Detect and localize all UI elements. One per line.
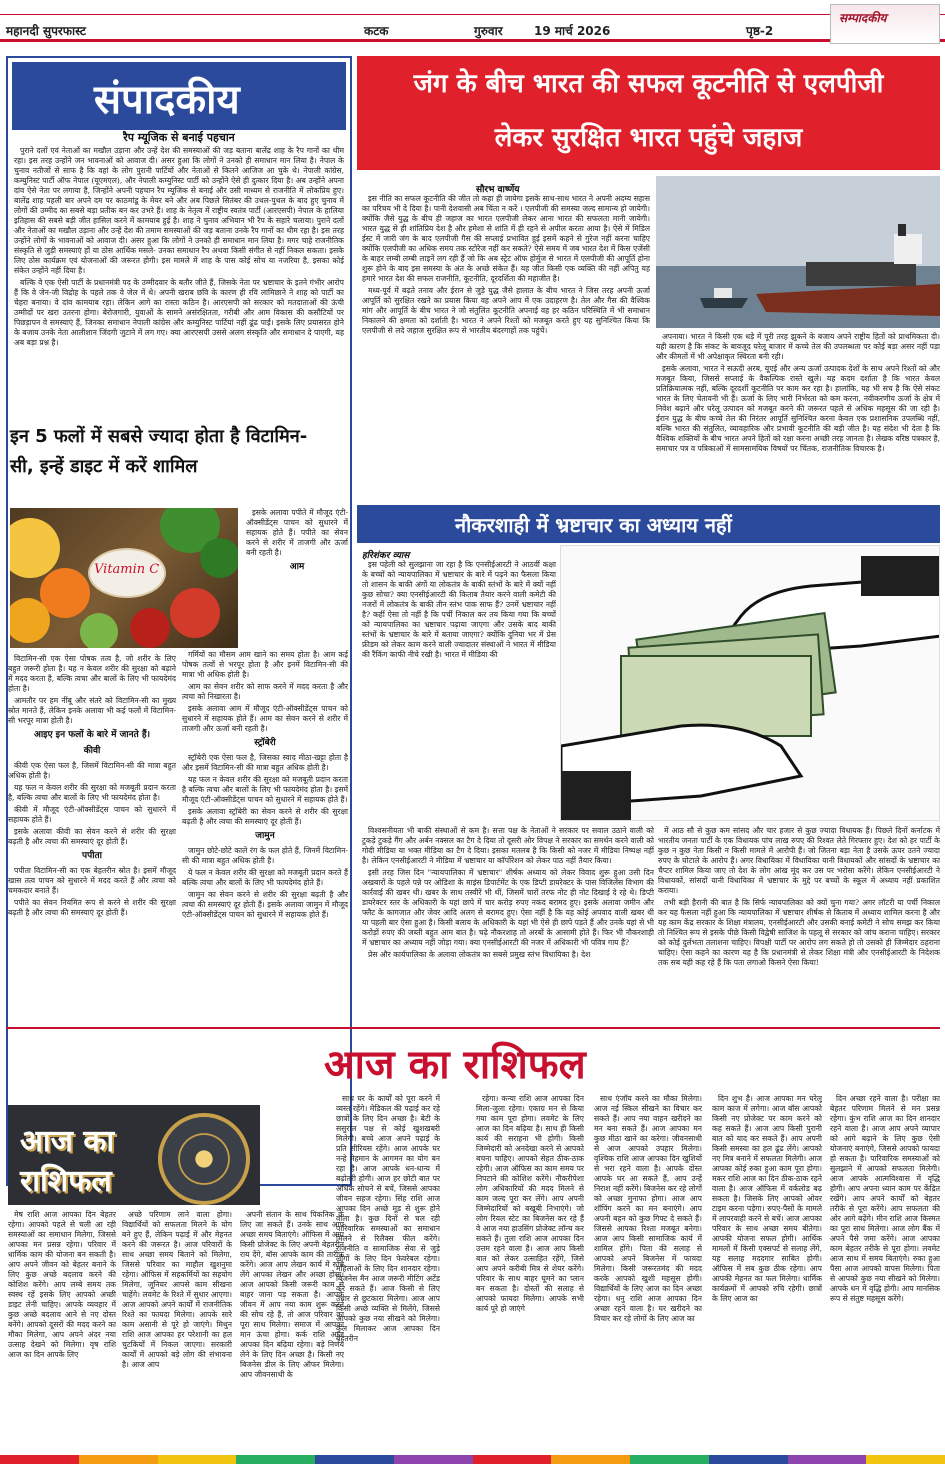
naukar-para: तभी बड़ी हैरानी की बात है कि सिर्फ न्यायपालिका को क्यों चुना गया? अगर लॉटरी या पर्ची निकाल कर यह फैसला नहीं हुआ कि न्यायपालिका में भ्रष्टाचार शीर्षक से किताब में अध्याय शामिल करना है और यह काम केंद्र सरकार के शिक्षा मंत्रालय, एनसीईआरटी और उसकी बनाई कमेटी ने सोच समझ कर किया तो निश्चित रूप से इसके पीछे किसी विद्वेषी साजिश के पहलू से सरकार को जांच कराना चाहिए। सरकार को कोई दुर्लभता तलाशना चाहिए। विपक्षी पार्टी पर आरोप लग सकते हो तो उसको ही जिम्मेदार ठहराना चाहिए। ऐसा कहने का कारण यह है कि प्रधानमंत्री से लेकर शिक्षा मंत्री और एनसीईआरटी के निदेशक तक सब यही कह रहे हैं कि पता लगाओ किसने ऐसा किया! [658,898,940,968]
vitamin-headline-block [6,414,346,500]
vitamin-right-column [182,650,348,1020]
jamun-para: ये फल न केवल शरीर की सुरक्षा को मजबूती प्रदान करते हैं बल्कि त्वचा और बालों के लिए भी फायदेमंद होते हैं। [182,868,348,888]
rashi-para: दिन अच्छा रहने वाला है। परीक्षा का बेहतर परिणाम मिलने से मन प्रसन्न रहेगा। कुंभ राशि आज का दिन शानदार रहने वाला है। आज आप अपने व्यापार को आगे बढ़ाने के लिए कुछ ऐसी योजनाएं बनाएंगे, जिससे आपको फायदा हो सकता है। पारिवारिक समस्याओं को सुलझाने में आपको सफलता मिलेगी। आज आपके आत्मविश्वास में वृद्धि होगी। आप अपना ध्यान काम पर केंद्रित रखेंगे। आप अपने कार्यों को बेहतर तरीके से पूरा करेंगे। आप सफलता की ओर आगे बढ़ेंगे। मीन राशि आज किस्मत का पूरा साथ मिलेगा। आज लोग बैंक में अपने पैसे जमा करेंगे। आज आपका काम बेहतर तरीके से पूरा होगा। लवमेट आज साथ में समय बिताएंगे। रुका हुआ पैसा आज आपको वापस मिलेगा। पिता से आपको कुछ नया सीखने को मिलेगा। आपके धन में वृद्धि होगी। आप मानसिक रूप से संतुष्ट महसूस करेंगे। [830,1094,940,1304]
lead-para: इसके अलावा, भारत ने सऊदी अरब, यूएई और अन्य ऊर्जा उत्पादक देशों के साथ अपने रिश्तों को और मजबूत किया, जिससे सप्लाई के वैकल्पिक रास्ते खुले। यह कदम दर्शाता है कि भारत केवल प्रतिक्रियात्मक नहीं, बल्कि दूरदर्शी कूटनीति पर काम कर रहा है। हालांकि, यह भी सच है कि ऐसे संकट भारत के लिए चेतावनी भी हैं। ऊर्जा के लिए भारी निर्भरता को कम करना, नवीकरणीय ऊर्जा के क्षेत्र में निवेश बढ़ाने और घरेलू उत्पादन को मजबूत करने की जरूरत पहले से अधिक महसूस की जा रही है। ईरान युद्ध के बीच कच्चे तेल की निरंतर आपूर्ति सुनिश्चित करना केवल एक प्रशासनिक उपलब्धि नहीं, बल्कि भारत की संतुलित, व्यावहारिक और प्रभावी कूटनीति की बड़ी जीत है। यह संदेश भी देता है कि वैश्विक शक्तियों के बीच भारत अपने हितों को रक्षा करना अच्छी तरह जानता है। लेखक वरिष्ठ पत्रकार है, समाचार पत्र व पत्रिकाओं में सामसामयिक विषयों पर चिंतक, राजनीतिक विचारक है। [656,364,940,454]
editorial-para: बल्कि वे एक ऐसी पार्टी के प्रधानमंत्री पद के उम्मीदवार के बतौर जीते हैं, जिसके नेता पर भ्रष्टाचार के इतने गंभीर आरोप हैं कि वे जेन-जी विद्रोह के पहले तक वे जेल में थे। अपनी खराब छवि के कारण ही रवि लामिछाने ने शाह को पार्टी का चेहरा बनाया। वे दांव कामयाब रहा। लेकिन आगे का रास्ता कठिन है। आरएसपी को सरकार को मतदाताओं की ऊंची उम्मीदों पर खरा उतरना होगा। बेरोजगारी, युवाओं के सामने असंरक्षितता, गरीबी और आम विकास की कसौटियों पर पिछड़ापन वे समस्याएं हैं, जिनका समाधान नेपाली कांग्रेस और कम्युनिस्ट पार्टियां नहीं ढूंढ पाईं। इसके लिए प्रयासरत होने के बजाय उनके नेता आलीशान जिंदगी जुटाने में लग गए। क्या आरएसपी उससे अलग संस्कृति और समाधान दे पाएगी, यह अब बड़ा प्रश्न है। [14,278,344,348]
zodiac-wheel-icon [158,1113,250,1205]
rashi-para: रहेगा। कन्या राशि आज आपका दिन मिला-जुला रहेगा। एकाग्र मन से किया गया काम पूरा होगा। लवमेट के लिए आज का दिन बढ़िया है। साथ ही किसी कार्य की सराहना भी होगी। किसी जिम्मेदारी को अनदेखा करने से आपको बचना चाहिए। आपको सेहत ठीक-ठाक रहेगी। आज ऑफिस का काम समय पर निपटाने की कोशिश करेंगे। नौकरीपेशा लोग अधिकारियों की मदद मिलने से काम जल्द पूरा कर लेंगे। आप अपनी जिम्मेदारियों को बखूबी निभाएंगे। जो लोग रियल स्टेट का बिजनेस कर रहे हैं वे आज नया हाउसिंग प्रोजेक्ट लॉन्च कर सकते हैं। तुला राशि आज आपका दिन उत्तम रहने वाला है। आज आप किसी बात को लेकर उत्साहित रहेंगे, जिसे आप अपने करीबी मित्र से शेयर करेंगे। परिवार के साथ बाहर घूमने का प्लान बन सकता है। दोस्तों की सलाह से आपको फायदा मिलेगा। आपके सभी कार्य पूरे हो जाएंगे [476,1094,584,1314]
rashi-column-2 [122,1210,232,1452]
header-city: कटक [364,24,389,38]
naukar-para: इस पहेली को सुलझाना जा रहा है कि एनसीईआरटी ने आठवीं कक्षा के बच्चों को न्यायपालिका में भ्रष्टाचार के बारे में पढ़ने का फैसला किया तो शासन के बाकी अंगों या लोकतंत्र के बाकी स्तंभों के बारे में क्यों नहीं कुछ सोचा? क्या एनसीईआरटी की किताब तैयार करने वाली कमेटी की नजरों में लोकतंत्र के बाकी तीन स्तंभ पाक साफ हैं? उनमें भ्रष्टाचार नहीं है? कहीं ऐसा तो नहीं है कि पर्ची निकाल कर तय किया गया कि बच्चों को न्यायपालिका का भ्रष्टाचार पढ़ाया जाएगा और उसके बाद बाकी स्तंभों के भ्रष्टाचार के बारे में बताया जाएगा? क्योंकि दुनिया भर में प्रेस फ्रीडम को लेकर काम करने वाली ज्यादातर संस्थाओं ने भारत में मीडिया की रैंकिंग काफी नीचे रखी है। भारत में मीडिया की [362,560,556,660]
jamun-heading: जामुन [255,831,275,842]
rashi-para: अच्छे परिणाम लाने वाला होगा। विद्यार्थियों को सफलता मिलने के योग बने हुए हैं, लेकिन पढ़ाई में और मेहनत करने की जरूरत है। आज परिवारों के साथ अच्छा समय बिताने को मिलेगा, जिससे परिवार का माहौल खुशनुमा रहेगा। ऑफिस में सहकर्मियों का सहयोग मिलेगा, जूनियर आपसे काम सीखना चाहेंगे। लवमेट के रिश्ते में सुधार आएगा। आज आपको अपने कार्यों में राजनीतिक रिश्ते का फायदा मिलेगा। आपके सारे काम असानी से पूरे हो जाएंगे। मिथुन राशि आज आपका हर परेशानी का हल चुटकियों में निकल जाएगा। सरकारी कार्यों में आपको बड़े लोग की संभावना है। आज आप [122,1210,232,1370]
papaya-para: पपीता विटामिन-सी का एक बेहतरीन स्रोत है। इसमें मौजूद खास तत्व पाचन को सुधारने में मदद करते हैं और त्वचा को चमकदार बनाते हैं। [8,865,176,895]
lead-para: इस नीति का सफल कूटनीति की जीत तो कहा ही जायेगा इसके साथ-साथ भारत ने अपनी अदम्य सहास का परिचय भी दे दिया है। पानी देशवासी अब चिंता न करें । एलपीजी की समस्या जल्द सामान्य हो जायेगी। क्योंकि जैसे युद्ध के बीच ही जहाज का भारत एलपीजी लेकर आना भारत की सफलता मानी जायेगी। भारत युद्ध से ही शांतिप्रिय देश है और हमेशा से शांति में ही रहने से अपील करता आया है। ऐसे में मिडिल ईस्ट में जारी जंग के बाद एलपीजी गैस की सप्लाई प्रभावित हुई इसमें कहने से गुरेज नहीं करना चाहिए क्योंकि एलपीजी का अधिक समय तक स्टोरेज नहीं कर सकते? ऐसे समय में जब भारत देश में किस एजेंसी के बाहर लम्बी लम्बी लाइनें लग रही हैं जो कि अब स्ट्रेट ऑफ होर्मुज से भारत में एलपीजी की आपूर्ति होना शुरू होने के बाद इस समस्या के अंत के अच्छे संकेत हैं। यह जीत किसी एक व्यक्ति की नहीं अपितु यह हमारे भारत देश की सफल राजनीति, कूटनीति, दूरदर्शिता की महाजीत है। [362,194,650,284]
vitamin-image-label: Vitamin C [94,562,160,577]
editorial-body [14,146,344,414]
rashi-column-5 [476,1094,584,1452]
rashi-para: मेष राशि आज आपका दिन बेहतर रहेगा। आपको पहले से चली आ रही समस्याओं का समाधान मिलेगा, जिससे आपका मन प्रसन्न रहेगा। परिवार में धार्मिक काम की योजना बन सकती है। आप अपने जीवन को बेहतर बनाने के लिए कुछ अच्छे बदलाव करने की कोशिश करेंगे। आप लम्बे समय तक स्वस्थ रहें इसके लिए आपको अच्छी डाइट लेनी चाहिए। आपके व्यवहार में कुछ अच्छे बदलाव आने से नए दोस्त बनेंगे। आपको दूसरों की मदद करने का मौका मिलेगा, आप अपने अंदर नया उत्साह देखने को मिलेगा। वृष राशि आज का दिन आपके लिए [8,1210,116,1360]
vitamin-right-intro-para: इसके अलावा पपीते में मौजूद एंटी-ऑक्सीडेंट्स पाचन को सुधारने में सहायक होते हैं। पपीते का सेवन करने से शरीर में ताजगी और ऊर्जा बनी रहती है। [246,508,348,558]
footer-color-band [0,1455,945,1464]
kiwi-heading: कीवी [83,745,101,756]
strawberry-para: स्ट्रॉबेरी एक ऐसा फल है, जिसका स्वाद मीठा-खट्टा होता है और इसमें विटामिन-सी की मात्रा बहुत अधिक होती है। [182,753,348,773]
editorial-logo-text: सम्पादकीय [839,11,887,25]
vitamin-left-column [8,654,176,1020]
naukar-para: इसी तरह जिस दिन "न्यायपालिका में भ्रष्टाचार" शीर्षक अध्याय को लेकर विवाद शुरू हुआ उसी दिन अखबारों के पहले पन्ने पर ओडिशा के माइंस डिपार्टमेंट के एक डिप्टी डायरेक्टर के पास विजिलेंस विभाग की कार्रवाई की खबर थी। खबर के साथ तस्वीरें भी थीं, जिसमें चारों तरफ नोट ही नोट दिखाई दे रहे थे। डिप्टी डायरेक्टर स्तर के अधिकारी के यहां छापे में चार करोड़ रुपए नकद बरामद हुए। इसके अलावा जमीन और फ्लैट के कागजात और जेवर आदि अलग से बरामद हुए। ऐसा नहीं है कि यह कोई अपवाद वाली खबर थी या पहली बार ऐसा हुआ है। किसी बलाय के अधिकारी के यहां भी ऐसे ही छापे पड़ते हैं और उनके यहां से भी करोड़ों रुपए की जब्ती बहुत आम बात है। चढ़े नौकरशाह तो अरबों के आसामी होते हैं। फिर भी नौकरशाही में भ्रष्टाचार का अध्याय नहीं जोड़ा गया। क्या एनसीईआरटी की नजर में अधिकारी भी पवित्र गाय हैं? [362,868,654,948]
page-header [0,0,945,48]
rashi-para: साथ एंजॉय करने का मौका मिलेगा। आज नई स्किल सीखने का विचार कर सकते हैं। आप नया वाहन खरीदने का मन बना सकते हैं। आज आपका मन कुछ मीठा खाने का करेगा। जीवनसाथी से आज आपको उपहार मिलेगा। वृश्चिक राशि आज आपका दिन खुशियों से भरा रहने वाला है। आपके दोस्त आपके घर आ सकते हैं, आप उन्हें निराश नहीं करेंगे। बिजनेस कर रहे लोगों को अच्छा मुनाफा होगा। आज आप शॉपिंग करने का मन बनाएंगे। आप अपनी बहन को कुछ गिफ्ट दे सकते हैं। जिससे आपका रिश्ता मजबूत बनेगा। आज आप किसी सामाजिक कार्य में शामिल होंगे। पिता की सलाह से आपको अपने बिजनेस में फायदा मिलेगा। किसी जरूरतमंद की मदद करके आपको खुशी महसूस होगी। विद्यार्थियों के लिए आज का दिन अच्छा रहेगा। धनु राशि आज आपका दिन अच्छा रहने वाला है। घर खरीदने का विचार कर रहे लोगों के लिए आज का [594,1094,702,1324]
rashifal-image [8,1105,260,1205]
page-number: पृष्ठ-2 [746,24,774,38]
jamun-para: जामुन छोटे-छोटे काले रंग के फल होते हैं, जिनमें विटामिन-सी की मात्रा बहुत अधिक होती है। [182,845,348,865]
naukar-para: विश्वसनीयता भी बाकी संस्थाओं से कम है। सत्ता पक्ष के नेताओं ने सरकार पर सवाल उठाने वाली को टुकड़े टुकड़े गैंग और अर्बन नक्सल का टैग दे दिया तो दूसरी ओर विपक्ष ने सरकार का समर्थन करने वाली को गोदी मीडिया या भक्त मीडिया का टैग दे दिया। इसका मतलब है कि किसी को नजर में मीडिया निष्पक्ष नहीं है। लेकिन एनसीईआरटी ने मीडिया में भ्रष्टाचार या कॉर्पोरेशन को लेकर पाठ नहीं तैयार किया। [362,826,654,866]
editorial-title-banner [12,62,346,130]
vitamin-para: आमतौर पर हम नींबू और संतरे को विटामिन-सी का मुख्य स्रोत मानते हैं, लेकिन इनके अलावा भी कई फलों में विटामिन-सी भरपूर मात्रा होती है। [8,696,176,726]
editorial-logo [830,4,940,44]
kiwi-para: इसके अलावा कीवी का सेवन करने से शरीर की सुरक्षा बढ़ती है और त्वचा की समस्याएं दूर होती हैं। [8,826,176,846]
rashifal-heading-block [6,1027,940,1097]
header-day: गुरुवार [474,24,503,38]
rashi-column-4 [336,1094,440,1452]
paper-name: महानदी सुपरफास्ट [6,24,86,38]
mango-para: आम का सेवन शरीर को साफ करने में मदद करता है और त्वचा को निखारता है। [182,682,348,702]
rashi-column-7 [712,1094,822,1452]
naukar-column-2 [362,826,654,1022]
rashi-column-1 [8,1210,116,1452]
lead-column-2 [656,332,940,500]
rashi-column-8 [830,1094,940,1452]
vitamin-headline-1: इन 5 फलों में सबसे ज्यादा होता है विटामिन- [10,426,308,447]
editorial-subtitle: रैप म्यूजिक से बनाई पहचान [123,131,235,144]
ship-image [656,176,940,328]
rashi-column-3 [240,1210,344,1452]
naukar-para: में आठ सौ से कुछ कम सांसद और चार हजार से कुछ ज्यादा विधायक हैं। पिछले दिनों कर्नाटक में भारतीय जनता पार्टी के एक विधायक पांच लाख रुपए की रिश्वत लेते गिरफ्तार हुए। देश को हर पार्टी के कुछ न कुछ नेता किसी न किसी मामले में आरोपी हैं। जो जितना बड़ा नेता है उसके ऊपर उतने ज्यादा रुपए के घोटाले के आरोप हैं। अगर विधायिका में विधायिका यानी विधायकों और सांसदों के भ्रष्टाचार का चैप्टर शामिल किया जाए तो देश के लोग आंख मूंद कर उस पर भरोसा करेंगे। लेकिन एनसीईआरटी ने विधायकों, सांसदों यानी विधायिका में भ्रष्टाचार के मुद्दे पर बच्चों के स्कूल में अध्याय नहीं प्रकाशित कराया। [658,826,940,896]
mango-para: गर्मियों का मौसम आम खाने का समय होता है। आम कई पोषक तत्वों से भरपूर होता है और इनमें विटामिन-सी की मात्रा भी अधिक होती है। [182,650,348,680]
papaya-para: पपीते का सेवन नियमित रूप से करने से शरीर की सुरक्षा बढ़ती है और त्वचा की समस्याएं दूर होती हैं। [8,897,176,917]
lead-para: मध्य-पूर्व में बढ़ते तनाव और ईरान से जुड़े युद्ध जैसे हालात के बीच भारत ने जिस तरह अपनी ऊर्जा आपूर्ति को सुरक्षित रखने का प्रयास किया वह अपने आप में एक उदाहरण है। तेल और गैस की वैश्विक मांग और आपूर्ति के बीच भारत ने जो संतुलित कूटनीति अपनाई वह हर कठिन परिस्थिति में भी समाधान निकालने की क्षमता को दर्शाती है। भारत ने अपने रिश्तों को मजबूत करते हुए यह सुनिश्चित किया कि एलपीजी से लदे जहाज सुरक्षित रूप से भारतीय बंदरगाहों तक पहुंचें। [362,286,650,336]
strawberry-para: इसके अलावा स्ट्रॉबेरी का सेवन करने से शरीर की सुरक्षा बढ़ती है और त्वचा की समस्याएं दूर होती हैं। [182,807,348,827]
naukar-para: प्रेस और कार्यपालिका के अलावा लोकतंत्र का सबसे प्रमुख स्तंभ विधायिका है। देश [368,950,591,960]
rashifal-image-line1: आज का [20,1124,115,1159]
rashi-column-6 [594,1094,702,1452]
editorial-para: पुराने दलों एवं नेताओं का मखौल उड़ाना और उन्हें देश की समस्याओं की जड़ बताना बालेंद्र शाह के रैप गानों का थीम रहा। इस तरह उन्होंने जन भावनाओं को आवाज दी। असर हुआ कि लोगों ने उनको ही समाधान मान लिया है। नेपाल के चुनाव नतीजों से साफ है कि वहां के लोग पुरानी पार्टियों और नेताओं से कितने आजिज आ चुके थे। नेपाली कांग्रेस, कम्युनिस्ट पार्टी ऑफ नेपाल (यूएमएल), और नेपाली कम्युनिस्ट पार्टी को उन्होंने ऐसे ही दुत्कार दिया है। अब उन्होंने अपना दांव ऐसे नेता पर लगाया है, जिन्होंने अपनी पहचान रैप म्यूजिक से बनाई और उसी माध्यम से राजनीति में लोकप्रिय हुए। बालेंद्र शाह पहली बार अपने दम पर काठमांडू के मेयर बने और अब पिछले सितंबर की उथल-पुथल के बाद हुए चुनाव में लोगों की उम्मीद का सबसे बड़ा प्रतीक बन कर उभरे हैं। शाह के नेतृत्व में राष्ट्रीय स्वतंत्र पार्टी (आरएसपी) नेपाल के हालिया इतिहास की सबसे बड़ी जीत हासिल करने में कामयाब हुई है। शाह ने चुनाव अभियान भी रैप के सहारे चलाया। पुराने दलों और नेताओं का मखौल उड़ाना और उन्हें देश की तमाम समस्याओं की जड़ बताना उनके रैप गानों का थीम रहा है। इस तरह उन्होंने लोगों के भावनाओं को आवाज दी। असर हुआ कि लोगों ने उनको ही समाधान मान लिया है। मगर चाहे राजनीतिक संस्कृति से जुड़ी समस्याएं हों या ठोस आर्थिक मसले- उनका समाधान रैप अथवा किसी संगीत से नहीं निकल सकता। इसके लिए ठोस कार्यक्रम एवं योजनाओं की जरूरत होगी। इस मामले में शाह के पास कोई सोच या नजरिया है, इसका कोई संकेत उन्होंने नहीं दिया है। [14,146,344,276]
vitamin-headline-2: सी, इन्हें डाइट में करें शामिल [10,456,198,477]
strawberry-para: यह फल न केवल शरीर की सुरक्षा को मजबूती प्रदान करता है बल्कि त्वचा और बालों के लिए भी फायदेमंद होता है। इसमें मौजूद एंटी-ऑक्सीडेंट्स पाचन को सुधारने में सहायक होते हैं। [182,775,348,805]
header-date: 19 मार्च 2026 [534,24,611,38]
rashifal-image-line2: राशिफल [20,1164,112,1199]
vitamin-right-intro [246,508,348,648]
papaya-heading: पपीता [81,850,103,861]
naukar-headline: नौकरशाही में भ्रष्टाचार का अध्याय नहीं [455,513,732,537]
lead-para: अपनाया। भारत ने किसी एक धड़े में पूरी तरह झुकने के बजाय अपने राष्ट्रीय हितों को प्राथमिकता दी। यही कारण है कि संकट के बावजूद घरेलू बाजार में कच्चे तेल की उपलब्धता पर कोई बड़ा असर नहीं पड़ा और कीमतों में भी अपेक्षाकृत स्थिरता बनी रही। [656,332,940,362]
mango-heading: आम [289,562,305,573]
rashi-para: साथ घर के कार्यों को पूरा करने में व्यस्त रहेंगे। मेडिकल की पढ़ाई कर रहे छात्रों के लिए दिन अच्छा है। बेटी के ससुराल पक्ष से कोई खुशखबरी मिलेगी। बच्चे आज अपने पढ़ाई के प्रति सीरियस रहेंगे। आज आपके घर नन्हे मेहमान के आगमन का योग बन रहा है। आज आपके धन-धान्य में बढ़ोतरी होगी। आज हर छोटी बात पर अधिक सोचने से बचें, जिससे आपका जीवन सहज रहेगा। सिंह राशि आज आपका दिन अच्छे मूड से शुरू होने वाला है। कुछ दिनों से चल रही पारिवारिक समस्याओं का समाधान मिलने से रिलैक्स फील करेंगे। राजनीति व सामाजिक सेवा से जुड़े लोगों के लिए दिन फेवरेबल रहेगा। महिलाओं के लिए दिन शानदार रहेगा। बिजनेस मैन आज जरूरी मीटिंग अटेंड कर सकते हैं। आज किसी से लिए उधार से छुटकारा मिलेगा। आज आप किसी अच्छे व्यक्ति से मिलेंगे, जिससे आपको कुछ नया सीखने को मिलेगा। कुल मिलाकर आज आपका दिन बेहतरीन [336,1094,440,1344]
header-rule [0,14,945,42]
lead-author: सौरभ वार्ष्णेय [476,185,520,195]
jamun-para: जामुन का सेवन करने से शरीर की सुरक्षा बढ़ती है और त्वचा की समस्याएं दूर होती हैं। इसके अलावा जामुन में मौजूद एंटी-ऑक्सीडेंट्स पाचन को सुधारने में सहायक होते हैं। [182,890,348,920]
kiwi-para: कीवी एक ऐसा फल है, जिसमें विटामिन-सी की मात्रा बहुत अधिक होती है। [8,760,176,780]
naukar-author: हरिशंकर व्यास [362,551,410,561]
rashi-para: दिन शुभ है। आज आपका मन घरेलू काम काज में लगेगा। आज बॉस आपको किसी नए प्रोजेक्ट पर काम करने को कह सकते हैं। आज आप किसी पुरानी बात को याद कर सकते हैं। आप अपनी किसी समस्या का हल ढूंढ लेंगे। आपको नए मित्र बनाने में सफलता मिलेगी। आज आपका कोई रुका हुआ काम पूरा होगा। मकर राशि आज का दिन ठीक-ठाक रहने वाला है। आज ऑफिस में वर्कलोड बढ़ सकता है। जिसके लिए आपको ओवर टाइम करना पड़ेगा। रुपए-पैसों के मामले में लापरवाही करने से बचें। आज आपका परिवार के साथ अच्छा समय बीतेगा। आपकी योजना सफल होगी। आर्थिक मामलों में किसी एक्सपर्ट से सलाह लेंगे, यह सलाह मददगार साबित होगी। ऑफिस में सब कुछ ठीक रहेगा। आप आपकी मेहनत का फल मिलेगा। धार्मिक कार्यक्रमों में आपको रुचि रहेगी। छात्रों के लिए आज का [712,1094,822,1304]
naukar-headline-banner [357,505,940,543]
lead-headline-banner [357,56,940,170]
bribe-illustration [560,545,940,821]
lead-headline-2: लेकर सुरक्षित भारत पहुंचे जहाज [494,123,803,153]
rashifal-heading: आज का राशिफल [324,1042,586,1088]
editorial-title: संपादकीय [94,77,240,123]
vitamin-para: विटामिन-सी एक ऐसा पोषक तत्व है, जो शरीर के लिए बहुत जरूरी होता है। यह न केवल शरीर की सुरक्षा को बढ़ाने में मदद करता है, बल्कि त्वचा और बालों के लिए भी फायदेमंद होता है। [8,654,176,694]
naukar-column-1 [362,560,556,822]
vitamin-fruit-image [10,508,238,648]
strawberry-heading: स्ट्रॉबेरी [254,738,276,749]
lead-headline-1: जंग के बीच भारत की सफल कूटनीति से एलपीजी [413,69,884,99]
mango-para: इसके अलावा आम में मौजूद एंटी-ऑक्सीडेंट्स पाचन को सुधारने में सहायक होते हैं। आम का सेवन करने से शरीर में ताजगी और ऊर्जा बनी रहती है। [182,704,348,734]
kiwi-para: यह फल न केवल शरीर की सुरक्षा को मजबूती प्रदान करता है, बल्कि त्वचा और बालों के लिए भी फायदेमंद होता है। [8,782,176,802]
rashi-para: अपनी संतान के साथ पिकनिक के लिए जा सकते हैं। उनके साथ आप अच्छा समय बिताएंगे। ऑफिस में आप किसी प्रोजेक्ट के लिए अपनी बेहतरीन राय देंगे, बॉस आपके काम की तारीफ करेंगे। आज आप लेखन कार्य में रुचि लेंगे आपका लेखन और अच्छा होगा। आज आपको किसी जरूरी काम से बाहर जाना पड़ सकता है। आपके जीवन में आप नया काम शुरू करने की सोच रहे हैं, तो आज परिवार का पूरा साथ मिलेगा। समाज में आपका मान ऊंचा होगा। कर्क राशि आज आपका दिन बढ़िया रहेगा। बड़े निर्णय लेने के लिए दिन अच्छा है। किसी नए बिजनेस डील के लिए ऑफर मिलेगा। आप जीवनसाथी के [240,1210,344,1380]
naukar-column-3 [658,826,940,1022]
kiwi-para: कीवी में मौजूद एंटी-ऑक्सीडेंट्स पाचन को सुधारने में सहायक होते हैं। [8,804,176,824]
vitamin-know-heading: आइए इन फलों के बारे में जानते हैं। [33,730,151,741]
lead-column-1 [362,194,650,500]
